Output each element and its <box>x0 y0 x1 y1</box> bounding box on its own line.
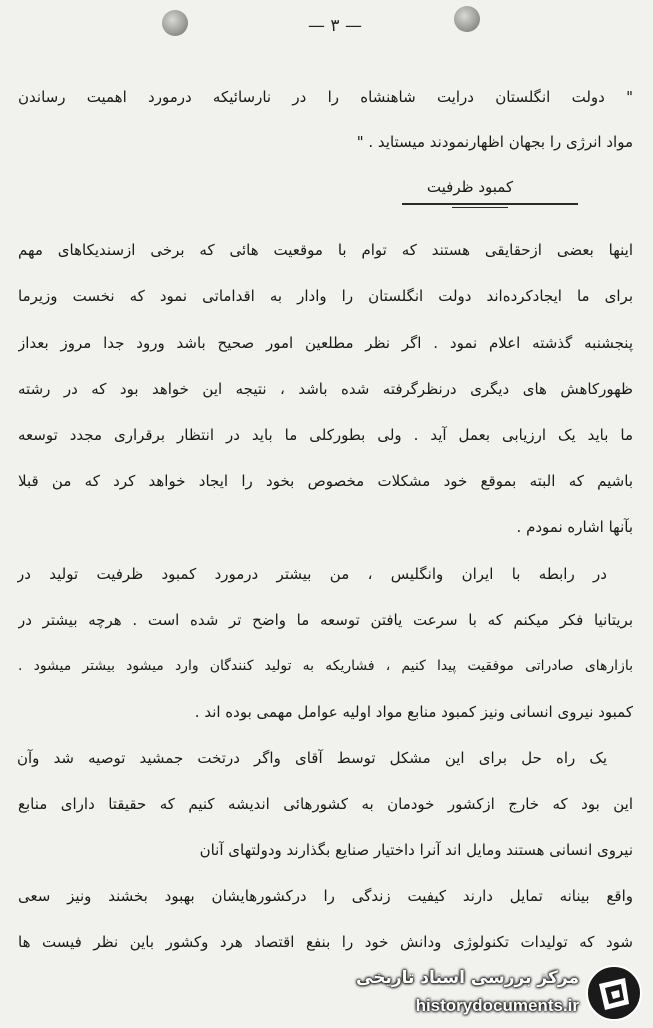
watermark <box>345 962 645 1024</box>
text-line-8: باشیم که البته بموقع خود مشکلات مخصوص بخود را ایجاد خواهد کرد که من قبلا <box>18 472 633 490</box>
text-line-18: شود که تولیدات تکنولوژی ودانش خود را بنفع اقتصاد هرد وکشور باین نظر فیست ها <box>18 933 633 951</box>
text-line-5: پنجشنبه گذشته اعلام نمود . اگر نظر مطلعین امور صحیح باشد ورود جدا مروز بعداز <box>18 334 633 352</box>
watermark-url: historydocuments.ir <box>415 996 579 1015</box>
text-line-12: بازارهای صادراتی موفقیت پیدا کنیم ، فشاریکه به تولید کنندگان وارد میشود بیشتر میشود . <box>18 658 633 674</box>
page-number: — ۳ — <box>308 16 362 36</box>
text-line-4: برای ما ایجادکرده‌اند دولت انگلستان را وادار به اقداماتی نمود که نخست وزیرما <box>18 287 633 305</box>
text-line-17: واقع بینانه تمایل دارند کیفیت زندگی را درکشورهایشان بهبود بخشند ونیز سعی <box>18 887 633 905</box>
text-line-14: یک راه حل برای این مشکل توسط آقای واگر درتخت جمشید توصیه شد وآن <box>17 749 607 767</box>
heading-underline <box>402 203 578 205</box>
text-line-2: مواد انرژی را بجهان اظهارنمودند میستاید . " <box>356 133 633 151</box>
text-line-15: این بود که خارج ازکشور خودمان به کشورهائی اندیشه کنیم که حقیقتا دارای منابع <box>18 795 633 813</box>
text-line-13: کمبود نیروی انسانی ونیز کمبود منابع مواد اولیه عوامل مهمی بوده اند . <box>194 703 633 721</box>
text-line-11: بریتانیا فکر میکنم که با سرعت یافتن توسعه ما واضح تر شده است . هرچه بیشتر در <box>18 611 633 629</box>
section-heading: کمبود ظرفیت <box>426 178 514 196</box>
text-line-7: ما باید یک ارزیابی بعمل آید . ولی بطورکلی ما باید در انتظار برقراری مجدد توسعه <box>18 426 633 444</box>
text-line-9: بآنها اشاره نمودم . <box>516 518 633 536</box>
text-line-16: نیروی انسانی هستند ومایل اند آنرا داختیار صنایع بگذارند ودولتهای آنان <box>199 841 633 859</box>
watermark-title: مرکز بررسی اسناد تاریخی <box>356 968 579 988</box>
text-line-3: اینها بعضی ازحقایقی هستند که توام با موقعیت هائی که برخی ازسندیکاهای مهم <box>18 241 633 259</box>
text-line-6: ظهورکاهش های دیگری درنظرگرفته شده باشد ، نتیجه این خواهد بود که در رشته <box>18 380 633 398</box>
punch-hole-right <box>454 6 480 32</box>
text-line-10: در رابطه با ایران وانگلیس ، من بیشتر درمورد کمبود ظرفیت تولید در <box>17 565 607 583</box>
punch-hole-left <box>162 10 188 36</box>
archive-logo-icon <box>585 964 643 1022</box>
text-line-1: " دولت انگلستان درایت شاهنشاه را در نارسائیکه درمورد اهمیت رساندن <box>18 88 633 106</box>
heading-underline-short <box>452 207 508 208</box>
